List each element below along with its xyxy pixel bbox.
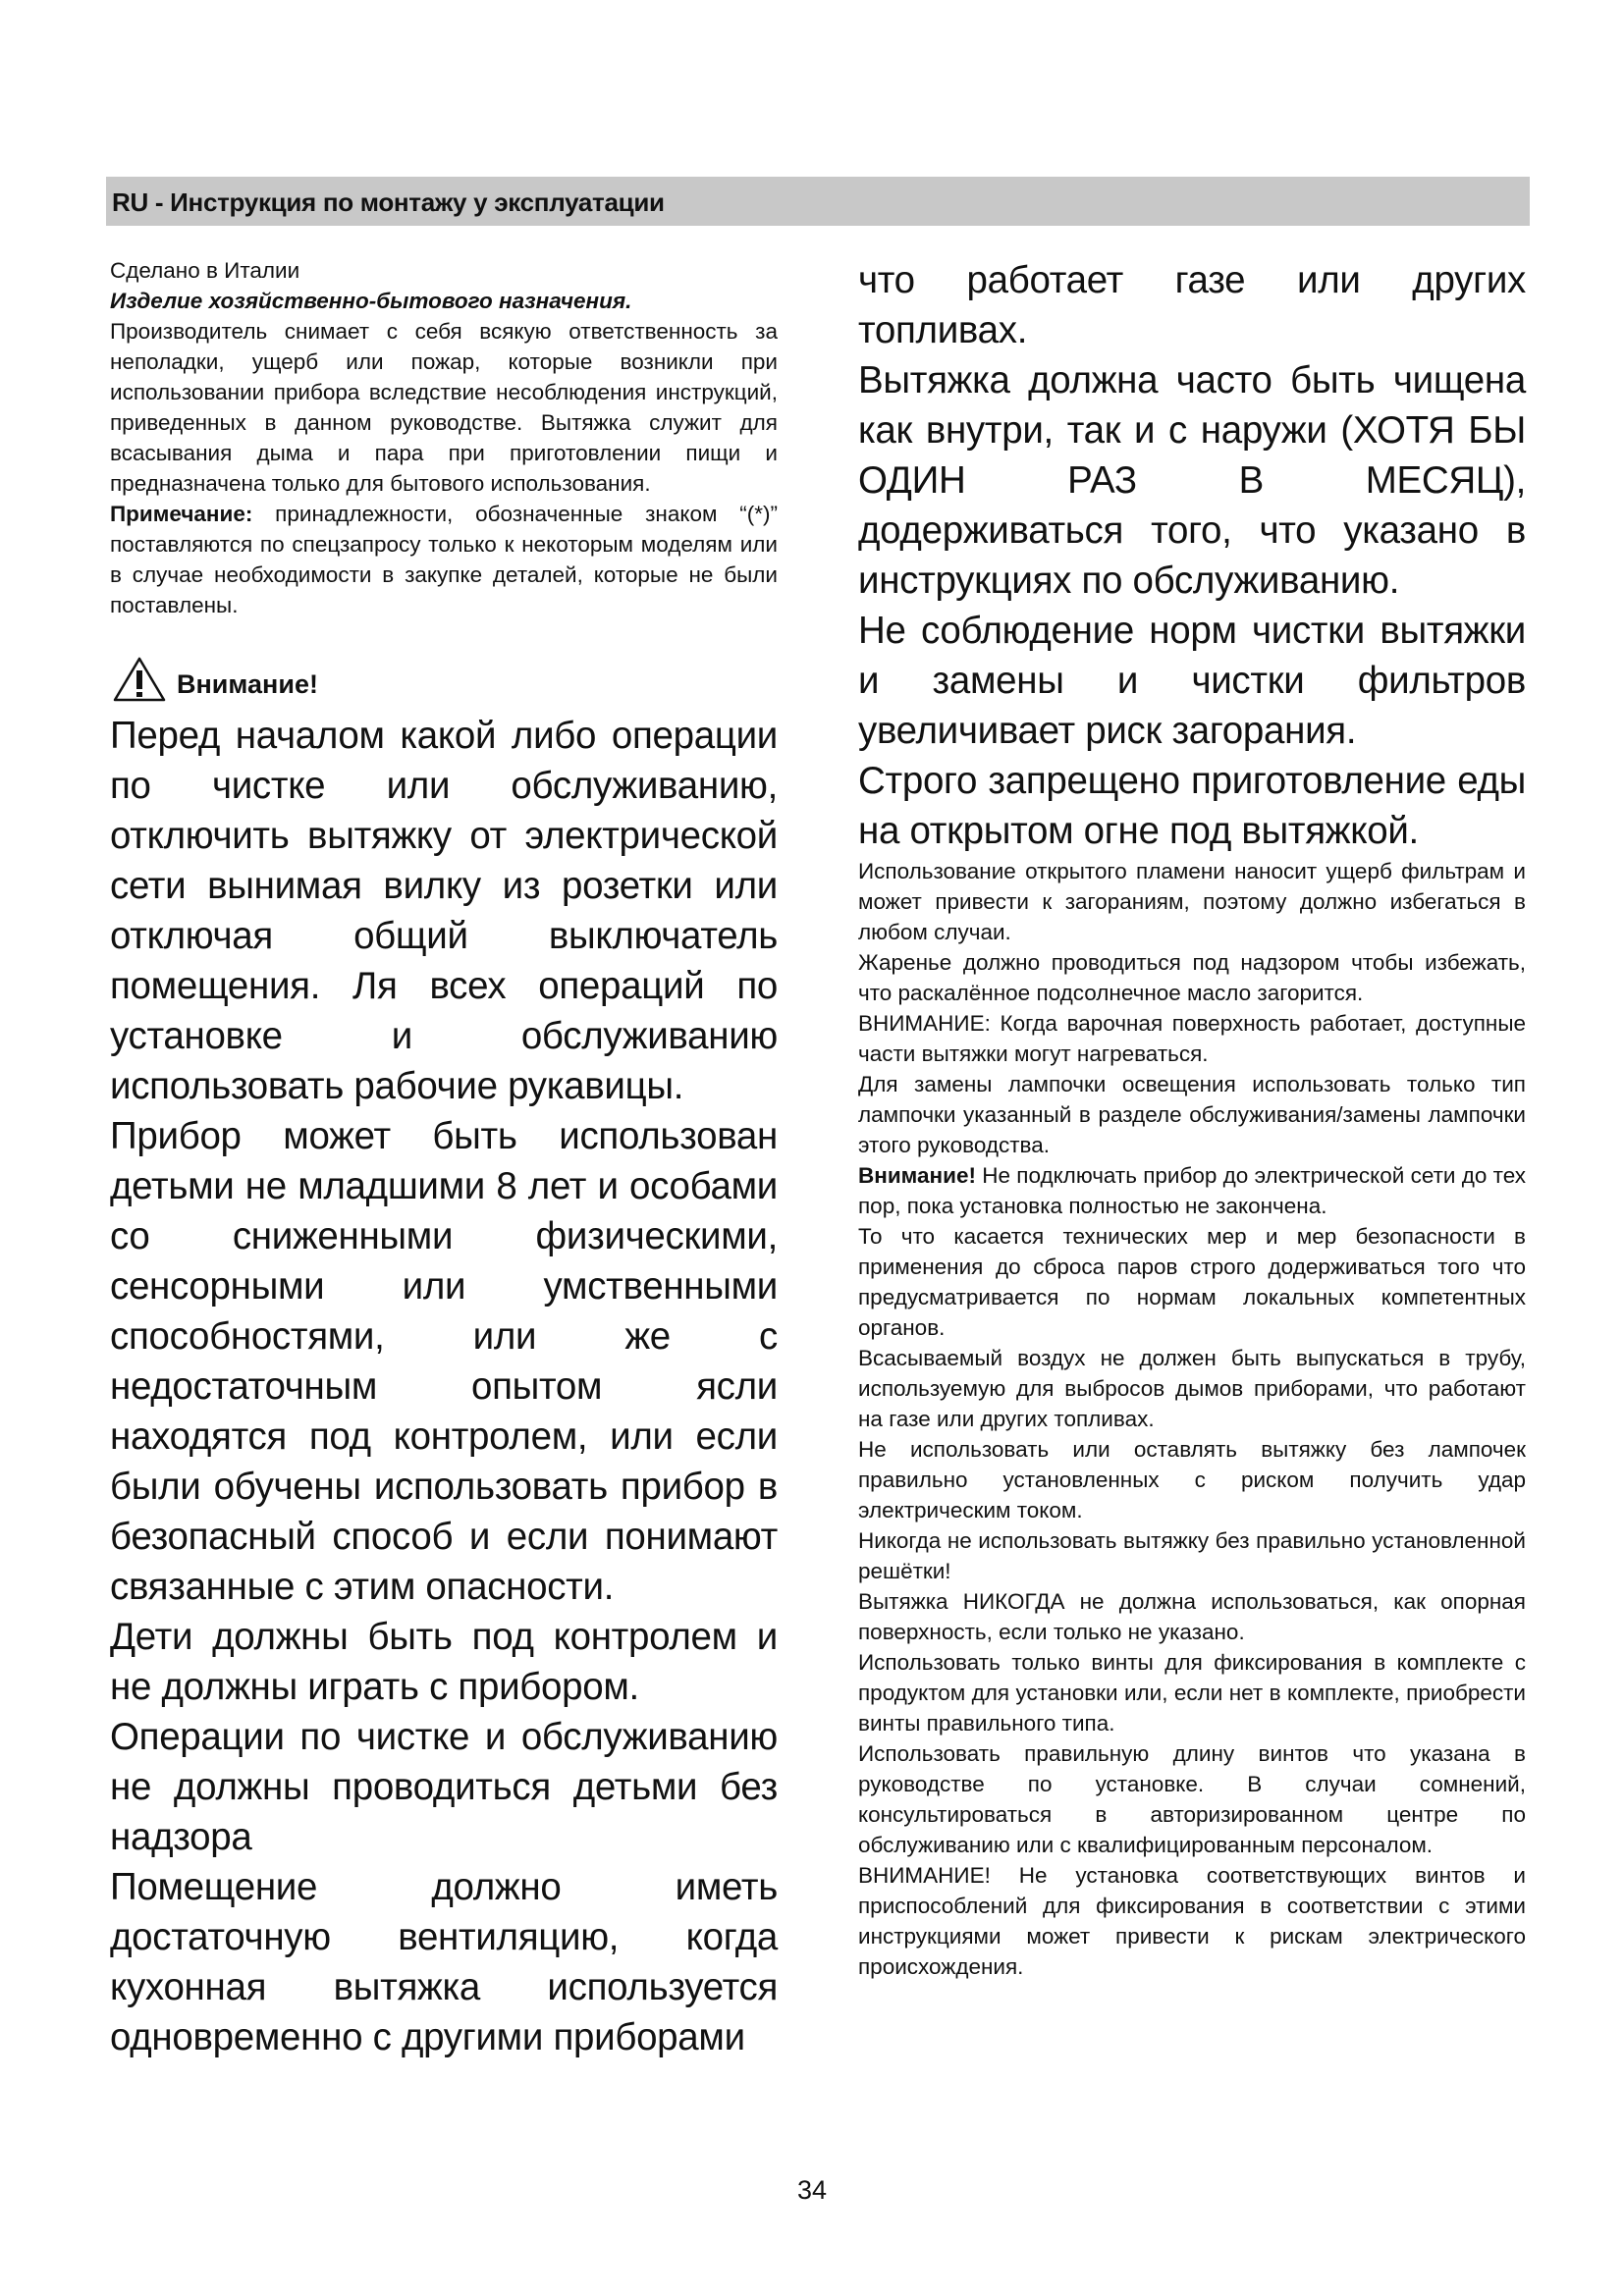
paragraph-connection <box>858 1160 1526 1221</box>
paragraph-hot-parts: ВНИМАНИЕ: Когда варочная поверхность работает, доступные части вытяжки могут нагреваться. <box>858 1011 1526 1066</box>
paragraph-local-regulations: То что касается технических мер и мер безопасности в применения до сброса паров строго додерживаться того что предусматривается по нормам локальных компетентных органов. <box>858 1224 1526 1340</box>
safety-paragraph-children-play: Дети должны быть под контролем и не должны играть с прибором. <box>110 1616 778 1708</box>
paragraph-lamps-installed: Не использовать или оставлять вытяжку без лампочек правильно установленных с риском получить удар электрическим током. <box>858 1437 1526 1522</box>
left-column <box>110 255 778 2062</box>
section-header-bar <box>106 177 1530 226</box>
disclaimer-paragraph: Производитель снимает с себя всякую ответственность за неполадки, ущерб или пожар, которые возникли при использовании прибора вследствие несоблюдения инструкций, приведенных в данном руководстве. Вытяжка служит для всасывания дыма и пара при приготовлении пищи и предназначена только для бытового использования. <box>110 319 778 496</box>
attention-heading <box>110 654 778 705</box>
paragraph-grille: Никогда не использовать вытяжку без правильно установленной решётки! <box>858 1528 1526 1583</box>
warning-triangle-icon <box>112 656 167 703</box>
product-line-text <box>110 286 778 316</box>
paragraph-exhaust-air: Всасываемый воздух не должен быть выпускаться в трубу, используемую для выбросов дымов приборами, что работают на газе или других топливах. <box>858 1346 1526 1431</box>
made-in-text: Сделано в Италии <box>110 258 300 283</box>
paragraph-screw-length: Использовать правильную длину винтов что указана в руководстве по установке. В случаи сомнений, консультироваться в авторизированном центре по обслуживанию или с квалифицированным персоналом. <box>858 1741 1526 1857</box>
paragraph-fixing-warning: ВНИМАНИЕ! Не установка соответствующих винтов и приспособлений для фиксирования в соответствии с этими инструкциями может привести к рискам электрического происхождения. <box>858 1863 1526 1979</box>
section-title: RU - Инструкция по монтажу у эксплуатации <box>112 187 665 217</box>
safety-paragraph-fire-risk: Не соблюдение норм чистки вытяжки и замены и чистки фильтров увеличивает риск загорания. <box>858 610 1526 752</box>
connection-text: Не подключать прибор до электрической сети до тех пор, пока установка полностью не закончена. <box>858 1163 1526 1218</box>
paragraph-frying: Жаренье должно проводиться под надзором чтобы избежать, что раскалённое подсолнечное масло загорится. <box>858 950 1526 1005</box>
safety-paragraph-cleaning-children: Операции по чистке и обслуживанию не должны проводиться детьми без надзора <box>110 1716 778 1858</box>
product-line-emphasis: Изделие хозяйственно-бытового назначения. <box>110 289 632 313</box>
safety-paragraph-fuels: что работает газе или других топливах. <box>858 259 1526 351</box>
note-paragraph <box>110 499 778 620</box>
connection-attention-label: Внимание! <box>858 1163 976 1188</box>
note-label: Примечание: <box>110 502 253 526</box>
paragraph-support-surface: Вытяжка НИКОГДА не должна использоваться, как опорная поверхность, если только не указано. <box>858 1589 1526 1644</box>
safety-paragraph-open-flame: Строго запрещено приготовление еды на открытом огне под вытяжкой. <box>858 760 1526 852</box>
attention-label: Внимание! <box>177 668 318 699</box>
paragraph-lamp-replacement: Для замены лампочки освещения использовать только тип лампочки указанный в разделе обслуживания/замены лампочки этого руководства. <box>858 1072 1526 1157</box>
page-number: 34 <box>796 2175 828 2205</box>
note-text: принадлежности, обозначенные знаком “(*)” поставляются по спецзапросу только к некоторым моделям или в случае необходимости в закупке деталей, которые не были поставлены. <box>110 502 778 617</box>
right-column <box>858 255 1526 1982</box>
safety-paragraph-cleaning: Вытяжка должна часто быть чищена как внутри, так и с наружи (ХОТЯ БЫ ОДИН РАЗ В МЕСЯЦ), додерживаться того, что указано в инструкциях по обслуживанию. <box>858 359 1526 602</box>
safety-paragraph-children-use: Прибор может быть использован детьми не младшими 8 лет и особами со сниженными физическими, сенсорными или умственными способностями, или же с недостаточным опытом ясли находятся под контролем, или если были обучены использовать прибор в безопасный способ и если понимают связанные с этим опасности. <box>110 1115 778 1608</box>
paragraph-screws: Использовать только винты для фиксирования в комплекте с продуктом для установки или, если нет в комплекте, приобрести винты правильного типа. <box>858 1650 1526 1735</box>
paragraph-open-flame-damage: Использование открытого пламени наносит ущерб фильтрам и может привести к загораниям, поэтому должно избегаться в любом случаи. <box>858 859 1526 944</box>
safety-paragraph-disconnect: Перед началом какой либо операции по чистке или обслуживанию, отключить вытяжку от электрической сети вынимая вилку из розетки или отключая общий выключатель помещения. Ля всех операций по установке и обслуживанию использовать рабочие рукавицы. <box>110 715 778 1107</box>
safety-paragraph-ventilation: Помещение должно иметь достаточную вентиляцию, когда кухонная вытяжка используется одновременно с другими приборами <box>110 1866 778 2058</box>
